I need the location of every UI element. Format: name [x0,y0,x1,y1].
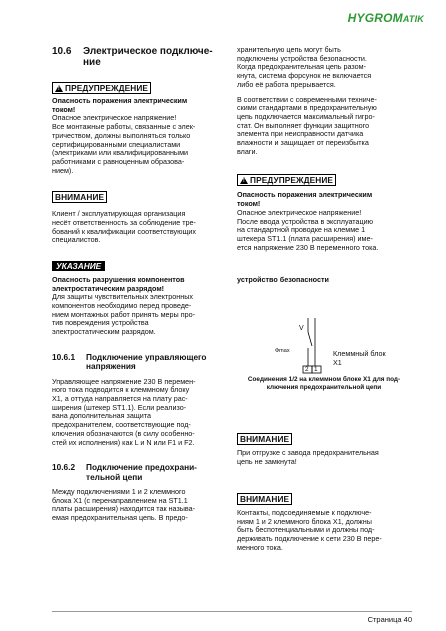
warning-block [52,82,228,175]
attention-block [237,493,411,553]
subsection-10-6-1 [52,353,228,447]
attention-body: При отгрузке с завода предохранительная цепь не замкнута! [237,448,379,466]
terminal-block-label: Клеммный блок X1 [333,349,386,367]
warning-title: Опасность поражения электрическим током! [237,190,373,209]
sensor-label: Фmax [275,348,290,354]
attention-block [52,191,228,245]
warning-triangle-icon: ! [55,85,63,92]
warning-label: ! ПРЕДУПРЕЖДЕНИЕ [237,174,336,186]
attention-block [237,433,411,466]
right-column [237,46,411,285]
v-label: V [299,325,304,332]
attention-label: ВНИМАНИЕ [237,433,292,445]
page-number: Страница 40 [367,615,412,624]
continued-paragraph: хранительную цепь могут быть подключены устройства безопасности. Когда предохранительная цепь разом- кнута, система форсунок не включается либо её работа прерывается. [237,45,372,89]
warning-title: Опасность поражения электрическим током! [52,96,188,114]
footer-divider [52,611,412,612]
note-label: УКАЗАНИЕ [52,261,105,271]
note-block [52,261,228,337]
warning-triangle-icon: ! [240,177,248,184]
attention-label: ВНИМАНИЕ [52,191,107,203]
note-title: Опасность разрушения компонентов электростатическим разрядом! [52,274,185,293]
attention-body: Контакты, подсоединяемые к подключе- ниям 1 и 2 клеммного блока X1, должны быть беспотенциальными и должны под- держивать подключение к сети 230 В пере- менного тока. [237,508,382,552]
subsection-number: 10.6.2 [52,462,76,473]
section-title: Электрическое подключе- ние [83,46,213,68]
terminal-2: 2 [305,365,309,373]
attention-label: ВНИМАНИЕ [237,493,292,505]
warning-body: Опасное электрическое напряжение! После ввода устройства в эксплуатацию на стандартной проводке на клемме 1 штекера ST1.1 (плата расширения) име- ется напряжение 230 В переменного тока. [237,207,379,252]
subsection-title: Подключение предохрани- тельной цепи [86,462,197,482]
subsection-heading [52,463,228,482]
section-number: 10.6 [52,46,72,57]
left-column [52,46,228,523]
note-body: Для защиты чувствительных электронных компонентов необходимо перед проведе- нием монтажных работ принять меры про- тив повреждения устройства электростатическим разрядом. [52,292,195,337]
subsection-10-6-2 [52,463,228,523]
subsection-body: Управляющее напряжение 230 В перемен- ного тока подводится к клеммному блоку X1, а оттуда направляется на плату рас- ширения (штекер ST1.1). Если реализо- вана дополнительная защита предохранителем, соответствующие под- ключения обозначаются (в силу особенно- стей их исполнения) как L и N или F1 и F2. [52,376,196,447]
subsection-number: 10.6.1 [52,351,76,362]
diagram-title: устройство безопасности [237,275,329,285]
paragraph: В соответствии с современными техниче- скими стандартами в предохранительную цепь подключается максимальный гигро- стат. Он выполняет функции защитного элемента при неисправности датчика влажности и защищает от переизбытка влаги. [237,94,377,156]
warning-body: Опасное электрическое напряжение! Все монтажные работы, связанные с элек- тричеством, должны выполняться только сертифицированными специалистами (электриками или квалифицированными работниками с равноценным образова- нием). [52,113,196,175]
attention-body: Клиент / эксплуатирующая организация несёт ответственность за соблюдение тре- бований к квалификации соответствующих специалистов. [52,209,197,245]
warning-block [237,174,411,252]
subsection-body: Между подключениями 1 и 2 клеммного блока X1 (с перенаправлением на ST1.1 платы расширения) находится так называ- емая предохранительная цепь. В предо- [52,487,196,523]
subsection-title: Подключение управляющего напряжения [86,351,207,372]
hygromatik-logo: HYGROMATIK [347,11,424,25]
terminal-1: 1 [314,365,318,373]
warning-label: ! ПРЕДУПРЕЖДЕНИЕ [52,82,151,94]
diagram-caption: Соединения 1/2 на клеммном блоке X1 для под- ключения предохранительной цепи [247,376,401,391]
wiring-diagram [237,308,411,378]
section-heading [52,46,228,68]
subsection-heading [52,353,228,372]
